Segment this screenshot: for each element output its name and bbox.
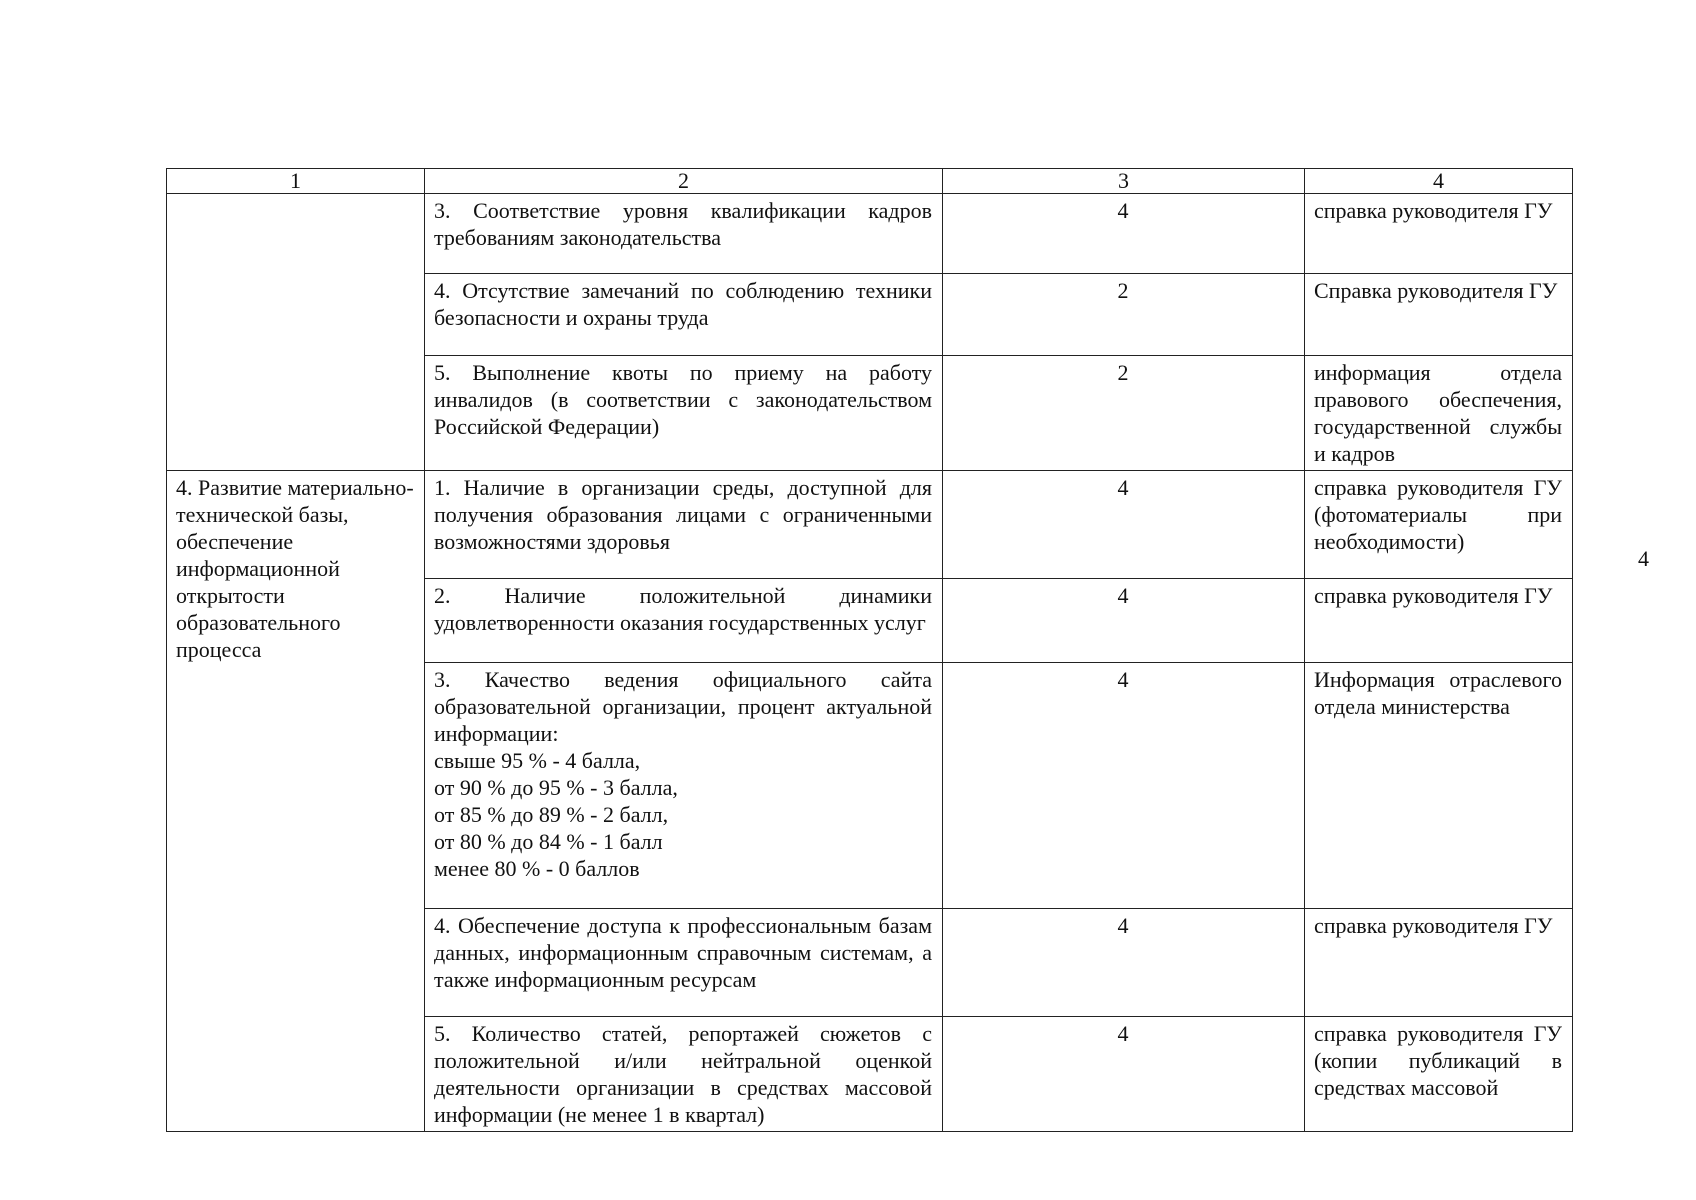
criterion-scale-line: свыше 95 % - 4 балла,	[434, 748, 641, 773]
criteria-table	[166, 168, 1573, 1132]
score-cell: 4	[943, 663, 1305, 909]
criterion-scale-line: от 80 % до 84 % - 1 балл	[434, 829, 663, 854]
header-col-3: 3	[943, 169, 1305, 194]
source-cell: справка руководителя ГУ	[1305, 579, 1573, 663]
source-cell: информация отдела правового обеспечения, государственной службы и кадров	[1305, 356, 1573, 471]
criterion-cell: 4. Обеспечение доступа к профессиональным базам данных, информационным справочным системам, а также информационным ресурсам	[425, 909, 943, 1017]
criterion-scale-line: от 85 % до 89 % - 2 балл,	[434, 802, 669, 827]
header-col-2: 2	[425, 169, 943, 194]
criterion-cell: 2. Наличие положительной динамики удовлетворенности оказания государственных услуг	[425, 579, 943, 663]
criterion-cell: 5. Количество статей, репортажей сюжетов с положительной и/или нейтральной оценкой деятельности организации в средствах массовой информации (не менее 1 в квартал)	[425, 1017, 943, 1132]
score-cell: 4	[943, 1017, 1305, 1132]
criterion-text: 3. Качество ведения официального сайта образовательной организации, процент актуальной информации:	[434, 667, 932, 746]
score-cell: 4	[943, 579, 1305, 663]
criterion-cell	[425, 663, 943, 909]
source-cell: справка руководителя ГУ	[1305, 194, 1573, 274]
section-title-continued	[167, 194, 425, 471]
score-cell: 4	[943, 909, 1305, 1017]
source-cell: справка руководителя ГУ (копии публикаций в средствах массовой	[1305, 1017, 1573, 1132]
header-col-1: 1	[167, 169, 425, 194]
criterion-cell: 3. Соответствие уровня квалификации кадров требованиям законодательства	[425, 194, 943, 274]
criterion-cell: 1. Наличие в организации среды, доступной для получения образования лицами с ограниченными возможностями здоровья	[425, 471, 943, 579]
source-cell: справка руководителя ГУ (фотоматериалы при необходимости)	[1305, 471, 1573, 579]
score-cell: 4	[943, 194, 1305, 274]
criterion-cell: 5. Выполнение квоты по приему на работу инвалидов (в соответствии с законодательством Российской Федерации)	[425, 356, 943, 471]
section-title: 4. Развитие материально-технической базы, обеспечение информационной открытости образовательного процесса	[167, 471, 425, 1132]
source-cell: Справка руководителя ГУ	[1305, 274, 1573, 356]
header-row	[167, 169, 1573, 194]
score-cell: 2	[943, 356, 1305, 471]
score-cell: 2	[943, 274, 1305, 356]
criterion-cell: 4. Отсутствие замечаний по соблюдению техники безопасности и охраны труда	[425, 274, 943, 356]
table-row	[167, 471, 1573, 579]
criterion-scale-line: от 90 % до 95 % - 3 балла,	[434, 775, 678, 800]
header-col-4: 4	[1305, 169, 1573, 194]
source-cell: Информация отраслевого отдела министерства	[1305, 663, 1573, 909]
score-cell: 4	[943, 471, 1305, 579]
source-cell: справка руководителя ГУ	[1305, 909, 1573, 1017]
page-number: 4	[1638, 546, 1649, 571]
table-row	[167, 194, 1573, 274]
criterion-scale-line: менее 80 % - 0 баллов	[434, 856, 640, 881]
